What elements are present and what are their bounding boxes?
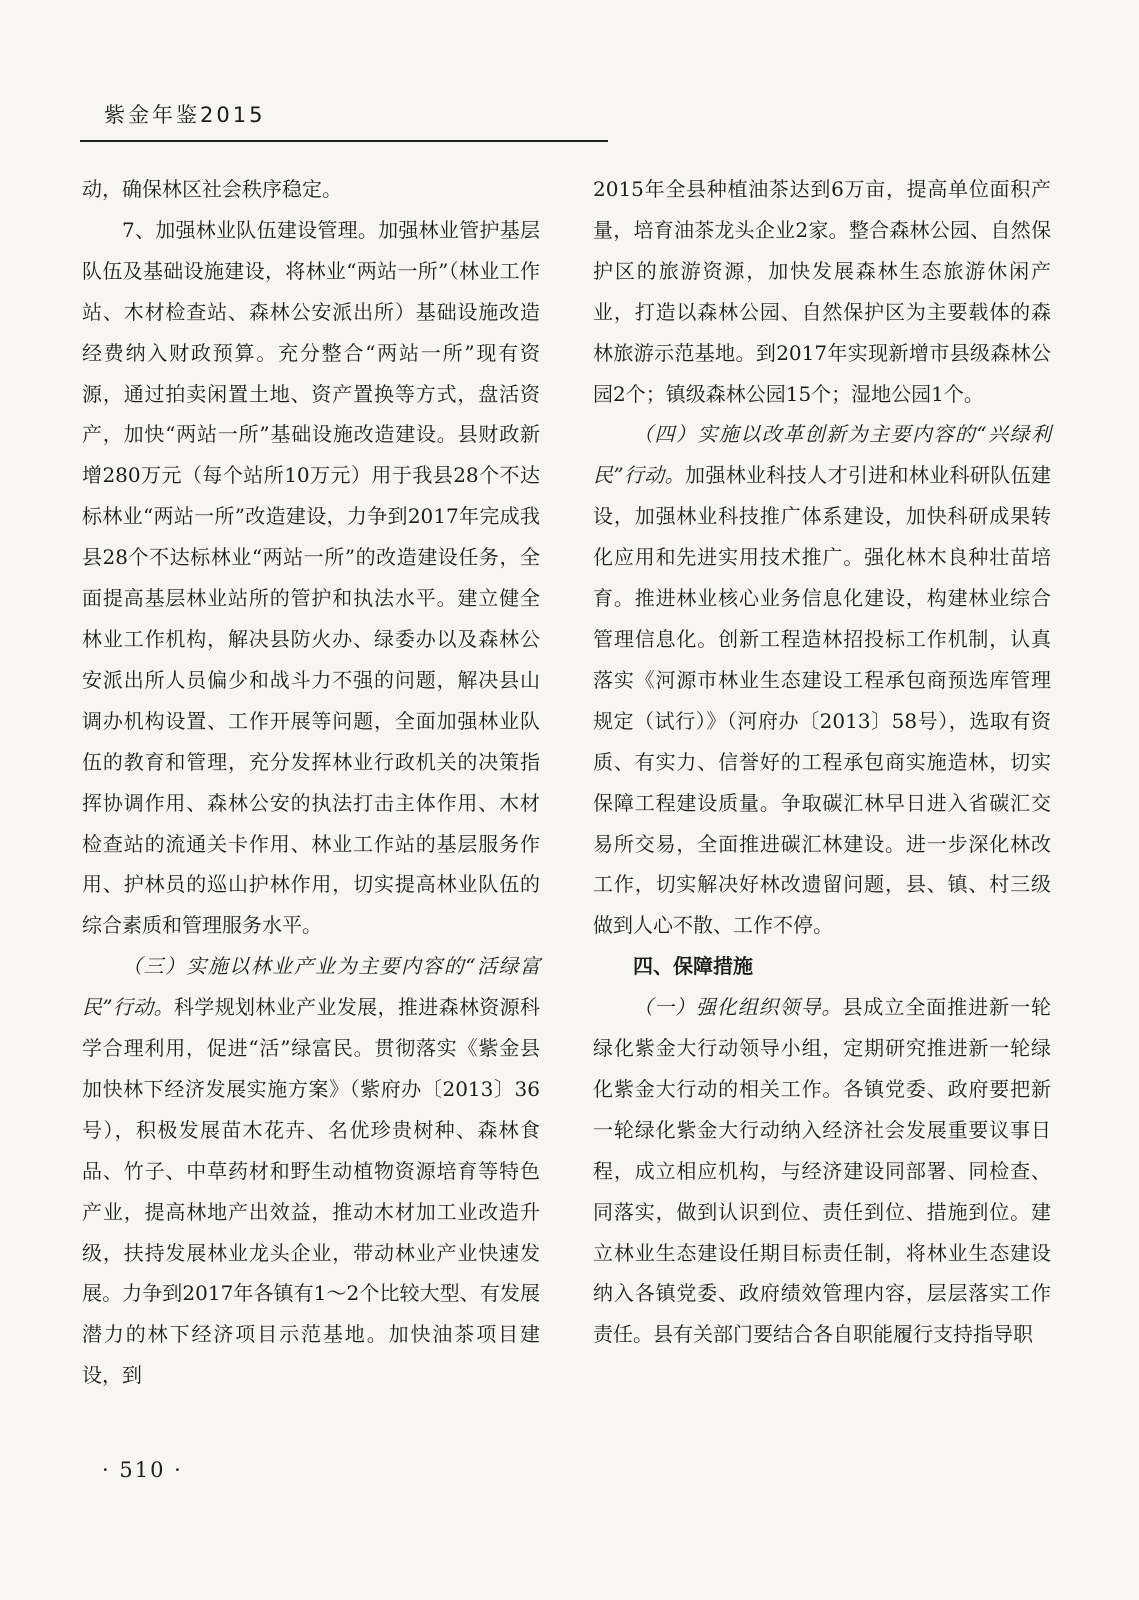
left-column [82,169,540,1396]
right-para-3-body: 县成立全面推进新一轮绿化紫金大行动领导小组，定期研究推进新一轮绿化紫金大行动的相关工作。各镇党委、政府要把新一轮绿化紫金大行动纳入经济社会发展重要议事日程，成立相应机构，与经济建设同部署、同检查、同落实，做到认识到位、责任到位、措施到位。建立林业生态建设任期目标责任制，将林业生态建设纳入各镇党委、政府绩效管理内容，层层落实工作责任。县有关部门要结合各自职能履行支持指导职 [593,995,1052,1347]
header-rule [80,140,608,142]
right-para-3-heading: （一）强化组织领导。 [633,995,843,1020]
left-para-3-heading: （三）实施以林业产业为主要内容的“活绿富民”行动。 [82,954,540,1020]
right-para-3 [593,987,1051,1355]
right-para-1: 2015年全县种植油茶达到6万亩，提高单位面积产量，培育油茶龙头企业2家。整合森林公园、自然保护区的旅游资源，加快发展森林生态旅游休闲产业，打造以森林公园、自然保护区为主要载体的森林旅游示范基地。到2017年实现新增市县级森林公园2个；镇级森林公园15个；湿地公园1个。 [593,177,1051,406]
right-para-2-body: 加强林业科技人才引进和林业科研队伍建设，加强林业科技推广体系建设，加快科研成果转化应用和先进实用技术推广。强化林木良种壮苗培育。推进林业核心业务信息化建设，构建林业综合管理信息化。创新工程造林招投标工作机制，认真落实《河源市林业生态建设工程承包商预选库管理规定（试行）》（河府办〔2013〕58号），选取有资质、有实力、信誉好的工程承包商实施造林，切实保障工程建设质量。争取碳汇林早日进入省碳汇交易所交易，全面推进碳汇林建设。进一步深化林改工作，切实解决好林改遗留问题，县、镇、村三级做到人心不散、工作不停。 [593,463,1052,938]
left-para-1: 动，确保林区社会秩序稳定。 [82,177,342,201]
running-header: 紫金年鉴2015 [104,103,266,127]
right-para-2-heading: （四）实施以改革创新为主要内容的“兴绿利民”行动。 [593,422,1051,488]
left-para-3-body: 科学规划林业产业发展，推进森林资源科学合理利用，促进“活”绿富民。贯彻落实《紫金县加快林下经济发展实施方案》（紫府办〔2013〕36号），积极发展苗木花卉、名优珍贵树种、森林食品、竹子、中草药材和野生动植物资源培育等特色产业，提高林地产出效益，推动木材加工业改造升级，扶持发展林业龙头企业，带动林业产业快速发展。力争到2017年各镇有1～2个比较大型、有发展潜力的林下经济项目示范基地。加快油茶项目建设，到 [82,995,541,1388]
left-para-3 [82,946,540,1396]
page-number: · 510 · [102,1458,183,1482]
right-column [593,169,1051,1355]
section-title: 四、保障措施 [633,954,753,979]
left-para-2: 7、加强林业队伍建设管理。加强林业管护基层队伍及基础设施建设，将林业“两站一所”（林业工作站、木材检查站、森林公安派出所）基础设施改造经费纳入财政预算。充分整合“两站一所”现有资源，通过拍卖闲置土地、资产置换等方式，盘活资产，加快“两站一所”基础设施改造建设。县财政新增280万元（每个站所10万元）用于我县28个不达标林业“两站一所”改造建设，力争到2017年完成我县28个不达标林业“两站一所”的改造建设任务，全面提高基层林业站所的管护和执法水平。建立健全林业工作机构，解决县防火办、绿委办以及森林公安派出所人员偏少和战斗力不强的问题，解决县山调办机构设置、工作开展等问题，全面加强林业队伍的教育和管理，充分发挥林业行政机关的决策指挥协调作用、森林公安的执法打击主体作用、木材检查站的流通关卡作用、林业工作站的基层服务作用、护林员的巡山护林作用，切实提高林业队伍的综合素质和管理服务水平。 [82,217,540,938]
right-para-2 [593,414,1051,946]
